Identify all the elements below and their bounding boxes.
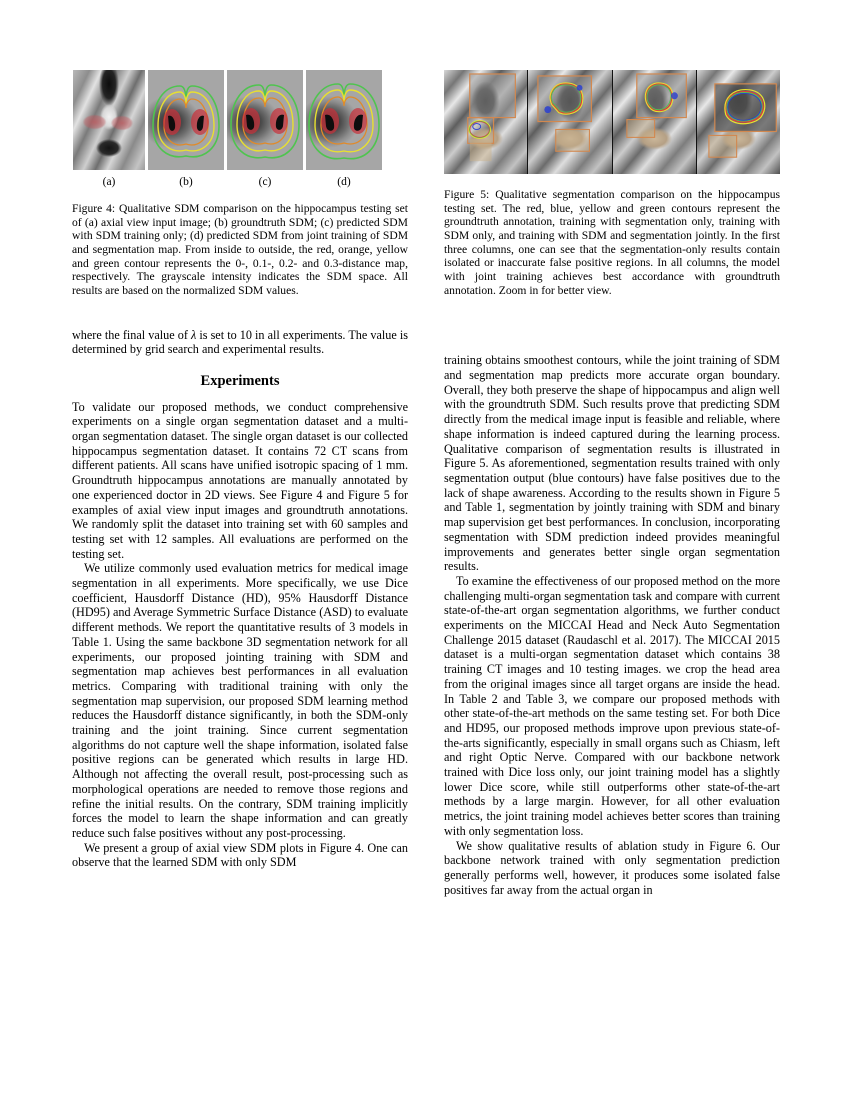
- figure-5-caption: Figure 5: Qualitative segmentation comparison on the hippocampus testing set. The red, blue, yellow and green contours represent the groundtruth annotation, training with segmentation only, training with SDM only, and training with SDM and segmentation jointly. In the first three columns, one can see that the segmentation-only results contain isolated or inaccurate false positive regions. In all columns, the model with joint training achieves best accordance with groundtruth annotation. Zoom in for better view.: [444, 188, 780, 297]
- figure-4-image-strip: [73, 70, 383, 170]
- sdm-contours-c: [227, 70, 303, 170]
- right-column-body: [444, 353, 780, 897]
- left-paragraph-2: We utilize commonly used evaluation metrics for medical image segmentation in all experiments. More specifically, we use Dice coefficient, Hausdorff Distance (HD), 95% Hausdorff Distance (HD95) and Average Symmetric Surface Distance (ASD) to evaluate different methods. We report the quantitative results of 3 models in Table 1. Using the same backbone 3D segmentation network for all experiments, our proposed jointing training with SDM and segmentation map achieves best performances in all evaluation metrics. Comparing with traditional training with only the segmentation map supervision, our proposed SDM learning method reduces the Hausdorff distance significantly, in both the SDM-only training and the joint training. Since current segmentation algorithms do not capture well the shape information, isolated false positive regions can be generated which results in large HD. Although not affecting the overall result, post-processing such as morphological operations are needed to remove those regions and refine the initial results. On the contrary, SDM training implicitly forces the model to learn the shape information and can greatly reduce such false positives without any post-processing.: [72, 561, 408, 840]
- figure-5-column-4: [697, 70, 780, 174]
- left-paragraph-1: To validate our proposed methods, we conduct comprehensive experiments on a single organ segmentation dataset and a multi-organ segmentation dataset. The single organ dataset is our collected hippocampus segmentation dataset. It contains 72 CT scans from different patients. All scans have unified isotropic spacing of 1 mm. Groundtruth hippocampus annotations are manually annotated by one experienced doctor in 2D views. See Figure 4 and Figure 5 for examples of axial view input images and groundtruth annotations. We randomly split the dataset into training set with 60 samples and testing set with 12 samples. All evaluations are performed on the testing set.: [72, 399, 408, 561]
- figure-5: [444, 70, 780, 297]
- figure-4-panel-a-input-image: [73, 70, 145, 170]
- sdm-contours-d: [306, 70, 382, 170]
- right-paragraph-2: To examine the effectiveness of our proposed method on the more challenging multi-organ segmentation task and compare with current state-of-the-art organ segmentation algorithms, we further conduct experiments on the MICCAI Head and Neck Auto Segmentation Challenge 2015 dataset (Raudaschl et al. 2017). The MICCAI 2015 dataset is a multi-organ segmentation dataset which contains 38 training CT images and 10 testing images. we crop the head area from the original images since all target organs are inside the head. In Table 2 and Table 3, we compare our proposed methods with other state-of-the-art methods on the same testing set. For both Dice and HD95, our proposed methods improve upon previous state-of-the-arts significantly, especially in small organs such as Chiasm, left and right Optic Nerve. Compared with our backbone network trained with Dice loss only, our joint training model has a slightly lower Dice score, while still outperforms other state-of-the-art methods by a large margin. However, for all other evaluation metrics, the joint training model achieves better scores than training with only segmentation loss.: [444, 573, 780, 838]
- left-column: [72, 70, 408, 897]
- lambda-paragraph: [72, 328, 408, 357]
- figure-4-panel-labels: [73, 176, 383, 188]
- figure-5-overlay-1: [444, 70, 527, 173]
- left-paragraph-3: We present a group of axial view SDM plots in Figure 4. One can observe that the learned SDM with only SDM: [72, 840, 408, 870]
- right-paragraph-1: training obtains smoothest contours, while the joint training of SDM and segmentation map predicts more accurate organ boundary. Overall, they both preserve the shape of hippocampus and align well with the groundtruth SDM. Such results prove that predicting SDM directly from the medical image input is feasible and reliable, where shape information is indeed captured during the learning process. Qualitative comparison of segmentation results is illustrated in Figure 5. As aforementioned, segmentation results trained with only segmentation output (blue contours) have false positives due to the lack of shape awareness. According to the results shown in Figure 5 and Table 1, segmentation by jointly training with SDM and binary map supervision get best performances. In conclusion, incorporating segmentation with SDM prediction indeed provides meaningful improvements and generates better single organ segmentation results.: [444, 353, 780, 574]
- figure-5-column-2: [528, 70, 611, 174]
- right-paragraph-3: We show qualitative results of ablation study in Figure 6. Our backbone network trained with only segmentation prediction generally performs well, however, it produces some isolated false positives far away from the actual organ in: [444, 838, 780, 897]
- figure-4-panel-b-groundtruth-sdm: [148, 70, 224, 170]
- figure-5-image-strip: [444, 70, 780, 174]
- figure-4-label-c: (c): [258, 176, 272, 188]
- lambda-symbol: λ: [190, 327, 197, 342]
- section-heading-experiments: Experiments: [200, 373, 280, 390]
- lambda-paragraph-pre: where the final value of: [72, 327, 191, 342]
- figure-4-panel-d-joint-sdm: [306, 70, 382, 170]
- figure-5-column-3: [613, 70, 696, 174]
- right-column: [444, 70, 780, 897]
- figure-4-panel-c-predicted-sdm: [227, 70, 303, 170]
- axial-mri-image: [73, 70, 145, 170]
- figure-4-label-d: (d): [337, 176, 351, 188]
- figure-4-label-a: (a): [102, 176, 116, 188]
- figure-4-label-b: (b): [179, 176, 193, 188]
- lambda-paragraph-post: is set to 10 in all experiments. The value is determined by grid search and experimental results.: [72, 327, 408, 357]
- figure-5-overlay-4: [697, 70, 780, 173]
- figure-5-overlay-2: [528, 70, 611, 173]
- figure-5-column-1: [444, 70, 527, 174]
- left-column-body: [72, 328, 408, 870]
- figure-4-caption: Figure 4: Qualitative SDM comparison on the hippocampus testing set of (a) axial view input image; (b) groundtruth SDM; (c) predicted SDM with SDM training only; (d) predicted SDM from joint training of SDM and segmentation map. From inside to outside, the red, orange, yellow and green contour represents the 0-, 0.1-, 0.2- and 0.3-distance map, respectively. The grayscale intensity indicates the SDM space. All results are based on the normalized SDM values.: [72, 202, 408, 298]
- two-column-layout: [72, 70, 780, 897]
- figure-5-overlay-3: [613, 70, 696, 173]
- sdm-contours-b: [148, 70, 224, 170]
- figure-4: [72, 70, 408, 298]
